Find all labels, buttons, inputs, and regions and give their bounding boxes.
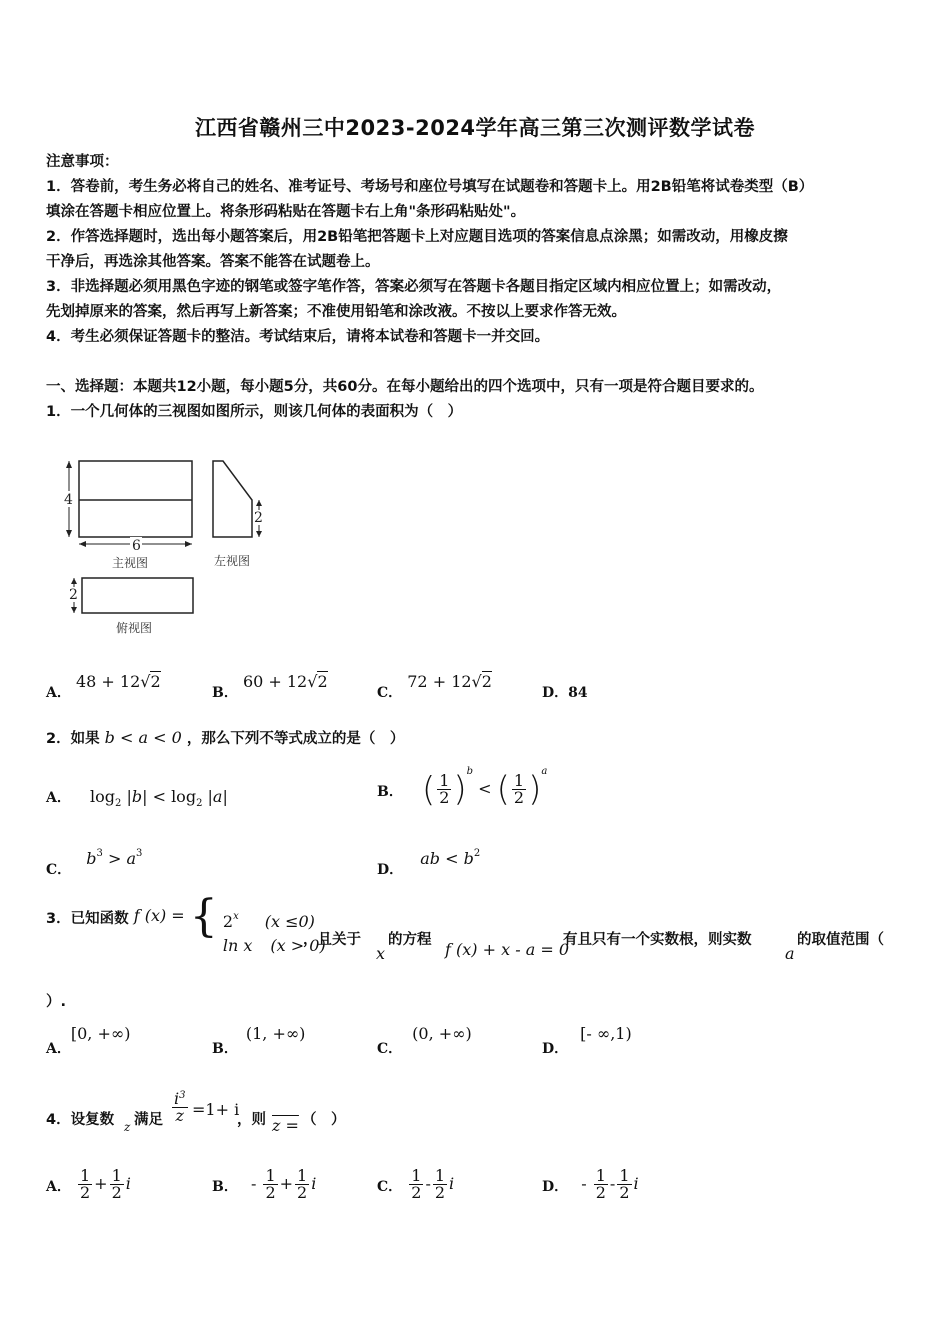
piecewise-brace: { [189,891,218,942]
exponent: 3 [96,848,103,859]
notice-line-2: 填涂在答题卡相应位置上。将条形码粘贴在答题卡右上角"条形码粘贴处"。 [46,204,526,220]
q4-option-b [212,1168,316,1201]
q4-option-d [542,1168,639,1201]
left-paren: ( [421,769,436,810]
q3-stem-mid3: 有且只有一个实数根，则实数 [563,932,752,948]
fraction-half: $\frac{1}{2}$ [111,1166,122,1202]
notice-heading: 注意事项： [46,154,119,170]
height-arrow-top [66,461,72,468]
top-arrow-top [71,578,77,584]
q4-stem-mid: 满足 [134,1112,163,1128]
radicand: 2 [481,672,492,691]
lt-sign: < [152,787,166,806]
option-label: C． [377,685,403,701]
q4-var-z: z [124,1120,131,1134]
frac-denominator: z [175,1106,184,1125]
option-label: B． [212,1041,238,1057]
option-value: 60 + 12 [242,672,308,691]
log-base: 2 [196,798,203,809]
sqrt-sign: √ [307,672,318,691]
section-heading: 一、选择题：本题共12小题，每小题5分，共60分。在每小题给出的四个选项中，只有一项是符合题目要求的。 [46,379,764,395]
notice-line-1: 1．答卷前，考生务必将自己的姓名、准考证号、考场号和座位号填写在试题卷和答题卡上。用2B铅笔将试卷类型（B） [46,179,814,195]
function-name: f (x) = [133,906,185,925]
question-2-stem [46,728,404,749]
option-label: D． [542,685,569,701]
fraction-half: $\frac{1}{2}$ [434,1166,446,1202]
q3-option-c [377,1024,472,1057]
q3-stem-close: ）. [46,994,67,1010]
stem-text: 2．如果 [46,731,100,747]
q4-stem-post: ，则 [237,1112,266,1128]
right-paren: ) [453,769,467,810]
q3-option-a [46,1024,131,1057]
operator: - [425,1174,431,1193]
exponent: 2 [473,848,481,859]
exam-title: 江西省赣州三中2023-2024学年高三第三次测评数学试卷 [194,116,756,140]
option-label: D． [377,862,404,878]
option-value: 72 + 12 [407,672,472,691]
notice-line-5: 3．非选择题必须用黑色字迹的钢笔或签字笔作答，答案必须写在答题卡各题目指定区域内相应位置上；如需改动， [46,279,782,295]
notice-line-3: 2．作答选择题时，选出每小题答案后，用2B铅笔把答题卡上对应题目选项的答案信息点涂黑；如需改动，用橡皮擦 [46,229,788,245]
q2-option-d [377,848,481,878]
option-value: [0, +∞) [70,1024,131,1043]
q3-stem-tail: 的取值范围（ [797,932,884,948]
q4-z-bar: z = [272,1116,299,1135]
sign: - [250,1174,257,1193]
notice-line-6: 先划掉原来的答案，然后再写上新答案；不准使用铅笔和涂改液。不按以上要求作答无效。 [46,304,626,320]
q4-equation-rhs: =1+ i [192,1100,240,1119]
q2-option-b [377,766,547,810]
left-paren: ( [496,769,510,810]
option-label: A． [46,790,71,806]
option-label: B． [212,1179,238,1195]
height-arrow-bottom [66,530,72,537]
case-2: ln x (x > 0) [222,936,326,955]
option-label: B． [377,784,403,800]
q3-equation: f (x) + x - a = 0 [445,940,569,959]
q1-option-c [377,672,492,701]
option-label: D． [542,1041,569,1057]
log-text: log [89,787,115,806]
imag-unit: i [633,1174,639,1193]
fraction-half: $\frac{1}{2}$ [439,771,450,807]
q4-stem-pre: 4．设复数 [46,1112,115,1128]
radicand: 2 [317,672,328,691]
width-arrow-right [185,541,192,547]
q1-option-a [46,672,161,701]
three-view-figure [56,450,276,640]
q3-stem-mid1: ，且关于 [303,932,361,948]
lt-sign: < [478,779,492,798]
side-view-shape [213,461,252,537]
sign: - [581,1174,587,1193]
exponent: 3 [136,848,143,859]
sqrt-sign: √ [471,672,482,691]
option-value: (0, +∞) [412,1024,472,1043]
operator: + [94,1174,108,1193]
option-label: A． [46,1041,71,1057]
exponent-a: a [541,766,548,777]
q2-option-c [46,848,143,878]
imag-unit: i [125,1174,131,1193]
front-view-label: 主视图 [112,556,149,570]
q3-var-a: a [785,944,795,963]
base-b: b [86,849,97,868]
q4-option-c [377,1168,454,1201]
side-arrow-bottom [256,531,262,537]
option-value: 48 + 12 [75,672,141,691]
notice-line-4: 干净后，再选涂其他答案。答案不能答在试题卷上。 [46,254,380,270]
frac-numerator-exp: 3 [179,1090,186,1101]
fraction-half: $\frac{1}{2}$ [513,771,525,807]
stem-text: 3．已知函数 [46,911,129,927]
front-view-rect [79,461,192,537]
fraction-half: $\frac{1}{2}$ [79,1166,91,1202]
q3-var-x: x [376,944,386,963]
top-arrow-bottom [71,607,77,613]
q4-fraction [172,1088,188,1124]
imag-unit: i [449,1174,455,1193]
q2-option-a [46,787,228,809]
option-label: B． [212,685,238,701]
option-value: (1, +∞) [245,1024,306,1043]
log-text: log [171,787,197,806]
q1-option-d [542,682,588,702]
abs-b: |b| [126,787,148,806]
q4-stem-tail: （ ） [302,1112,346,1128]
width-label: 6 [132,538,141,554]
frac-numerator: i [174,1089,180,1108]
option-label: C． [377,1041,403,1057]
fraction-half: $\frac{1}{2}$ [411,1166,422,1202]
top-view-rect [82,578,193,613]
height-label: 4 [64,492,73,508]
option-value: [- ∞,1) [580,1024,632,1043]
side-arrow-top [256,500,262,506]
top-view-label: 俯视图 [116,621,153,635]
option-label: A． [46,1179,71,1195]
fraction-half: $\frac{1}{2}$ [595,1166,606,1202]
q3-option-b [212,1024,306,1057]
fraction-half: $\frac{1}{2}$ [297,1166,308,1202]
log-base: 2 [114,798,122,809]
right-paren: ) [528,769,542,810]
operator: + [279,1174,294,1193]
imag-unit: i [311,1174,317,1193]
stem-math: b < a < 0 [104,728,182,747]
q1-option-b [212,672,328,701]
abs-a: |a| [207,787,228,806]
question-3-stem [46,891,326,958]
case-1: 2$^x$ (x ≤0) [222,911,315,931]
top-dim-label: 2 [69,587,78,603]
notice-line-7: 4．考生必须保证答题卡的整洁。考试结束后，请将本试卷和答题卡一并交回。 [46,329,550,345]
exponent-b: b [466,766,474,777]
q4-option-a [46,1168,131,1201]
fraction-half: $\frac{1}{2}$ [619,1166,630,1202]
option-label: C． [46,862,72,878]
fraction-half: $\frac{1}{2}$ [265,1166,276,1202]
operator: - [609,1174,616,1193]
q3-option-d [542,1024,632,1057]
radicand: 2 [150,672,161,691]
question-1-stem: 1．一个几何体的三视图如图所示，则该几何体的表面积为（ ） [46,404,463,420]
q3-stem-mid2: 的方程 [388,932,432,948]
stem-text: ，那么下列不等式成立的是（ ） [186,731,405,747]
option-value: ab < b [420,849,474,868]
sqrt-sign: √ [140,672,151,691]
gt-a: > a [102,849,136,868]
option-value: 84 [568,685,588,701]
option-label: D． [542,1179,569,1195]
side-view-label: 左视图 [214,554,251,568]
width-arrow-left [79,541,86,547]
option-label: C． [377,1179,403,1195]
option-label: A． [46,685,71,701]
side-dim-label: 2 [254,510,263,526]
